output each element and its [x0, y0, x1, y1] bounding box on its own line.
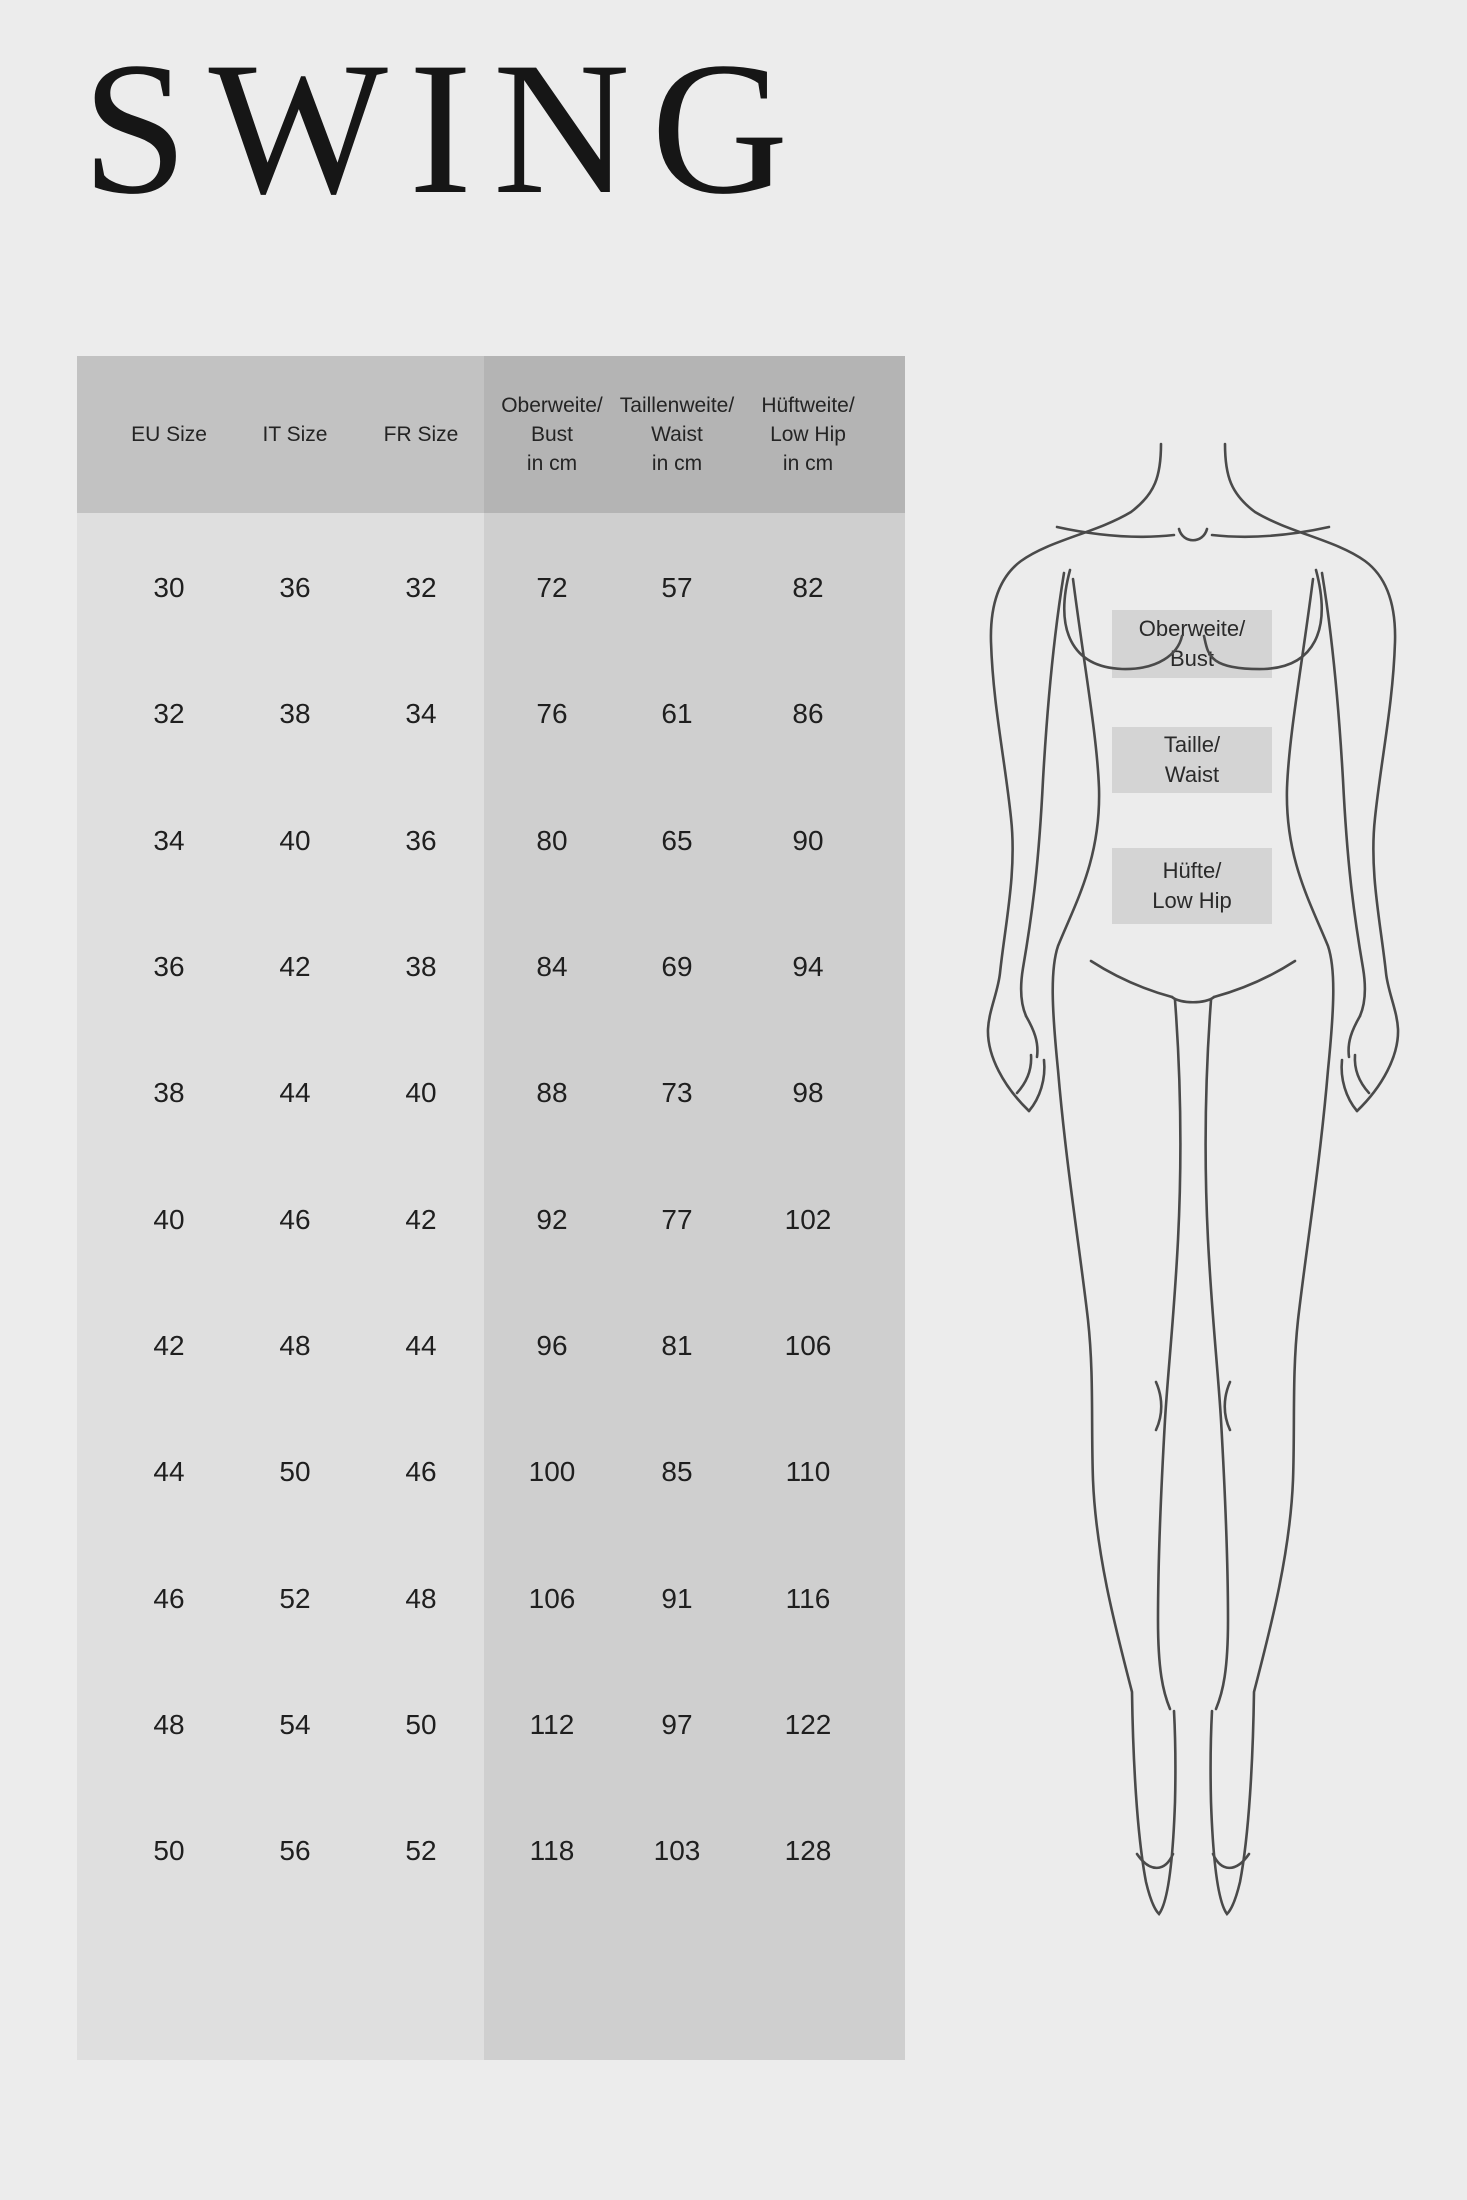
size-cell: 46: [153, 1582, 185, 1614]
column-header-low-hip: [761, 356, 854, 513]
column-header-label: Oberweite/: [501, 394, 603, 417]
size-cell: 91: [661, 1582, 693, 1614]
size-cell: 50: [405, 1708, 437, 1740]
size-cell: 102: [784, 1203, 832, 1235]
size-cell: 52: [279, 1582, 311, 1614]
size-cell: 128: [784, 1835, 832, 1867]
size-table-row: [77, 1409, 905, 1535]
size-cell: 44: [279, 1077, 311, 1109]
figure-line: [1026, 1016, 1037, 1057]
figure-label-line: Bust: [1169, 646, 1215, 671]
size-cell: 96: [536, 1329, 568, 1361]
column-header-label: in cm: [782, 452, 834, 475]
size-cell: 36: [405, 824, 437, 856]
size-cell: 106: [784, 1329, 832, 1361]
size-cell: 88: [536, 1077, 568, 1109]
size-cell: 40: [405, 1077, 437, 1109]
figure-line: [1214, 961, 1295, 997]
size-table-row: [77, 778, 905, 904]
size-cell: 50: [153, 1835, 185, 1867]
figure-line: [1322, 573, 1365, 1016]
size-cell: 56: [279, 1835, 311, 1867]
figure-line: [1091, 961, 1172, 997]
size-cell: 44: [153, 1456, 185, 1488]
size-cell: 100: [528, 1456, 576, 1488]
size-cell: 72: [536, 572, 568, 604]
figure-label-line: Oberweite/: [1138, 616, 1246, 641]
size-table: [77, 356, 905, 2060]
size-table-row: [77, 1535, 905, 1661]
figure-label-line: Waist: [1164, 762, 1220, 787]
size-cell: 42: [405, 1203, 437, 1235]
size-cell: 94: [792, 951, 824, 983]
figure-line: [1017, 1055, 1031, 1093]
column-header-it-size: [263, 356, 328, 513]
size-cell: 34: [153, 824, 185, 856]
size-cell: 38: [405, 951, 437, 983]
column-header-label: EU Size: [131, 423, 207, 446]
figure-label-waist: [1112, 727, 1272, 793]
size-cell: 36: [279, 572, 311, 604]
size-cell: 106: [528, 1582, 576, 1614]
size-cell: 103: [653, 1835, 701, 1867]
size-cell: 40: [153, 1203, 185, 1235]
size-cell: 42: [153, 1329, 185, 1361]
size-cell: 48: [153, 1708, 185, 1740]
figure-line: [1213, 1854, 1249, 1868]
size-cell: 30: [153, 572, 185, 604]
figure-line: [1156, 1382, 1161, 1430]
figure-line: [1342, 1060, 1357, 1111]
size-cell: 90: [792, 824, 824, 856]
size-cell: 34: [405, 698, 437, 730]
size-table-row: [77, 1156, 905, 1282]
column-header-label: IT Size: [262, 423, 328, 446]
size-cell: 52: [405, 1835, 437, 1867]
size-table-row: [77, 651, 905, 777]
column-header-fr-size: [384, 356, 459, 513]
column-header-label: Hüftweite/: [761, 394, 855, 417]
size-cell: 77: [661, 1203, 693, 1235]
figure-line: [1349, 1016, 1360, 1057]
figure-line: [1029, 1060, 1044, 1111]
figure-label-bust: [1112, 610, 1272, 678]
figure-line: [1179, 529, 1207, 540]
brand-logo: SWING: [82, 24, 810, 234]
size-cell: 48: [405, 1582, 437, 1614]
size-cell: 116: [785, 1582, 831, 1614]
size-cell: 32: [405, 572, 437, 604]
figure-label-line: Low Hip: [1152, 888, 1232, 913]
size-cell: 81: [661, 1329, 693, 1361]
size-cell: 50: [279, 1456, 311, 1488]
size-cell: 86: [792, 698, 824, 730]
figure-label-hip: [1112, 848, 1272, 924]
column-header-bust: [501, 356, 603, 513]
figure-line: [1137, 1854, 1173, 1868]
figure-line: [1225, 1382, 1230, 1430]
column-header-label: in cm: [651, 452, 703, 475]
column-header-eu-size: [131, 356, 207, 513]
figure-line: [1206, 1000, 1228, 1709]
size-cell: 98: [792, 1077, 824, 1109]
size-cell: 38: [279, 698, 311, 730]
size-table-row: [77, 1283, 905, 1409]
size-cell: 85: [661, 1456, 693, 1488]
size-table-row: [77, 1788, 905, 1914]
size-cell: 46: [279, 1203, 311, 1235]
size-cell: 61: [661, 698, 693, 730]
size-table-row: [77, 904, 905, 1030]
column-header-label: Waist: [651, 423, 703, 446]
size-cell: 32: [153, 698, 185, 730]
figure-line: [1172, 997, 1214, 1002]
size-table-body: [77, 513, 905, 1914]
figure-label-line: Taille/: [1163, 732, 1221, 757]
column-header-label: in cm: [526, 452, 578, 475]
size-cell: 42: [279, 951, 311, 983]
size-table-row: [77, 525, 905, 651]
size-table-row: [77, 1030, 905, 1156]
column-header-label: Bust: [530, 423, 574, 446]
figure-line: [1057, 527, 1174, 537]
size-cell: 65: [661, 824, 693, 856]
size-cell: 122: [784, 1708, 832, 1740]
size-cell: 110: [785, 1456, 831, 1488]
size-cell: 48: [279, 1329, 311, 1361]
figure-label-line: Hüfte/: [1162, 858, 1222, 883]
size-cell: 84: [536, 951, 568, 983]
size-cell: 44: [405, 1329, 437, 1361]
column-header-label: FR Size: [383, 423, 459, 446]
figure-line: [1355, 1055, 1369, 1093]
size-cell: 80: [536, 824, 568, 856]
size-cell: 38: [153, 1077, 185, 1109]
column-header-label: Low Hip: [770, 423, 846, 446]
size-table-header: [77, 356, 905, 513]
size-cell: 57: [661, 572, 693, 604]
size-cell: 36: [153, 951, 185, 983]
size-cell: 97: [661, 1708, 693, 1740]
figure-line: [1212, 527, 1329, 537]
size-cell: 69: [661, 951, 693, 983]
size-cell: 118: [529, 1835, 575, 1867]
column-header-label: Taillenweite/: [619, 394, 735, 417]
figure-line: [1158, 1000, 1180, 1709]
size-cell: 92: [536, 1203, 568, 1235]
size-cell: 46: [405, 1456, 437, 1488]
size-cell: 73: [661, 1077, 693, 1109]
figure-line: [1021, 573, 1064, 1016]
size-cell: 82: [792, 572, 824, 604]
column-header-waist: [620, 356, 734, 513]
size-table-row: [77, 1662, 905, 1788]
size-cell: 40: [279, 824, 311, 856]
size-cell: 112: [529, 1708, 575, 1740]
size-cell: 54: [279, 1708, 311, 1740]
size-cell: 76: [536, 698, 568, 730]
